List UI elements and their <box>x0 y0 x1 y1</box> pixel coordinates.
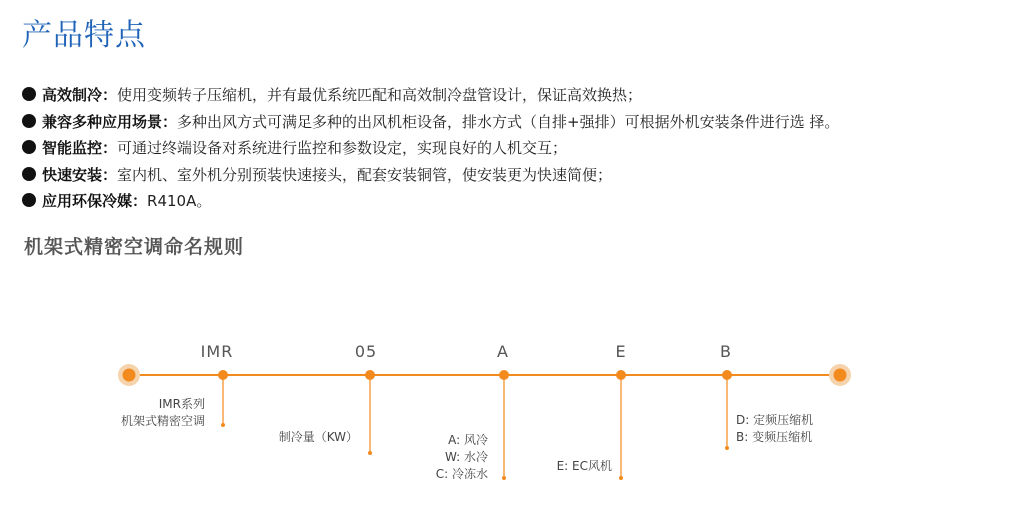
leader-end <box>368 451 372 455</box>
code-capacity: 05 <box>354 342 378 361</box>
feature-key: 高效制冷： <box>42 86 118 104</box>
leader-end <box>725 446 729 450</box>
desc-line: B: 变频压缩机 <box>736 430 813 444</box>
leader-end <box>502 476 506 480</box>
axis-end-dot <box>834 369 847 382</box>
feature-text: 多种出风方式可满足多种的出风机柜设备，排水方式（自排+强排）可根据外机安装条件进行选 择。 <box>177 112 840 131</box>
feature-key: 应用环保冷媒： <box>42 192 148 210</box>
desc-line: IMR系列 <box>158 397 205 411</box>
feature-key: 快速安装： <box>42 165 118 184</box>
axis-start-dot <box>123 369 136 382</box>
segment-compressor <box>722 370 732 450</box>
code-cooling-type: A <box>497 342 509 361</box>
leader-end <box>221 423 225 427</box>
model-code-row <box>0 342 1013 364</box>
desc-cooling-type <box>436 432 488 483</box>
desc-line: A: 风冷 <box>448 433 488 447</box>
desc-line: C: 冷冻水 <box>435 467 488 481</box>
desc-line: D: 定频压缩机 <box>736 413 814 427</box>
feature-text: 室内机、室外机分别预装快速接头，配套安装铜管，使安装更为快速简便； <box>117 165 613 184</box>
segment-imr <box>218 370 228 427</box>
desc-line: 机架式精密空调 <box>120 414 205 428</box>
segment-cooling-type <box>499 370 509 480</box>
desc-line: E: EC风机 <box>556 459 612 473</box>
feature-key: 兼容多种应用场景： <box>42 112 178 131</box>
feature-text: R410A。 <box>147 192 212 210</box>
segment-capacity <box>365 370 375 455</box>
feature-text: 使用变频转子压缩机，并有最优系统匹配和高效制冷盘管设计，保证高效换热； <box>117 86 643 104</box>
feature-text: 可通过终端设备对系统进行监控和参数设定，实现良好的人机交互； <box>117 139 568 157</box>
feature-key: 智能监控： <box>42 139 118 157</box>
desc-capacity <box>279 429 358 446</box>
desc-line: W: 水冷 <box>444 450 488 464</box>
code-compressor: B <box>720 342 732 361</box>
code-fan: E <box>615 342 627 361</box>
desc-fan <box>557 458 612 475</box>
leader-end <box>619 476 623 480</box>
page-title: 产品特点 <box>22 18 146 53</box>
desc-line: 制冷量（KW） <box>278 430 358 444</box>
code-series: IMR <box>200 342 234 361</box>
desc-compressor <box>736 412 813 446</box>
desc-series <box>121 396 205 430</box>
segment-fan <box>616 370 626 480</box>
naming-rule-title: 机架式精密空调命名规则 <box>24 236 245 258</box>
